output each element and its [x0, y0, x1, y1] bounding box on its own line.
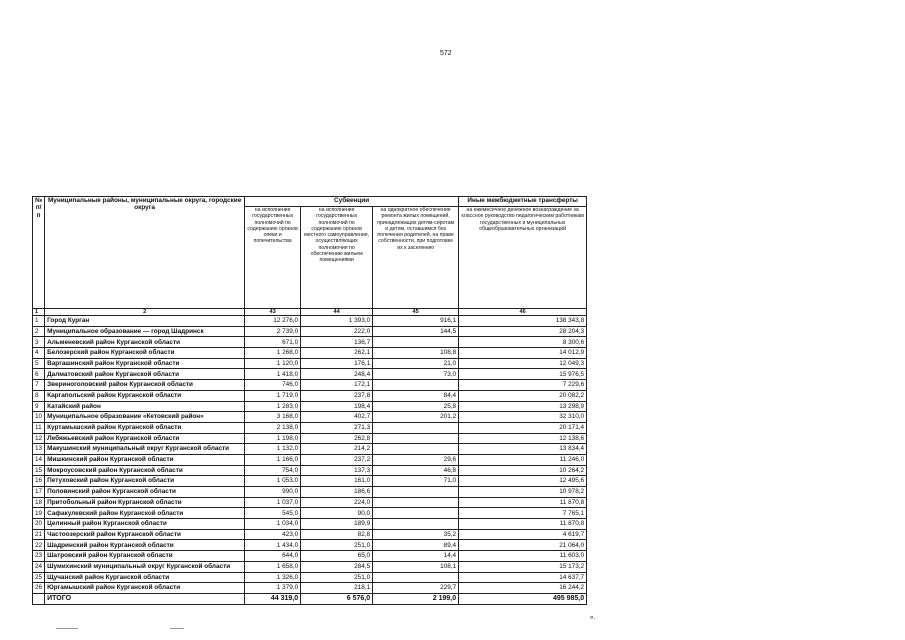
row-col-45: [373, 508, 459, 519]
row-col-45: 144,5: [373, 326, 459, 337]
table-row: [33, 540, 587, 551]
row-name: Петуховский район Курганской области: [45, 476, 245, 487]
col-45-header: на однократное обеспечение ремонта жилых помещений, принадлежащих детям-сиротам и детям, оставшимся без попечения родителей, на праве собственности, при подготовке их к заселению: [373, 207, 459, 309]
row-col-44: 237,2: [301, 454, 373, 465]
row-number: 14: [33, 454, 45, 465]
row-col-44: 176,1: [301, 358, 373, 369]
row-col-43: 1 418,0: [245, 369, 301, 380]
row-col-44: 189,9: [301, 519, 373, 530]
row-number: 7: [33, 380, 45, 391]
row-col-45: 14,4: [373, 551, 459, 562]
row-col-43: 1 719,0: [245, 390, 301, 401]
row-number: 16: [33, 476, 45, 487]
table-row: [33, 476, 587, 487]
other-transfers-header: Иные межбюджетные трансферты: [459, 197, 587, 207]
row-col-46: 7 765,1: [459, 508, 587, 519]
table-row: [33, 369, 587, 380]
row-name: Мокроусовский район Курганской области: [45, 465, 245, 476]
row-col-43: 1 120,0: [245, 358, 301, 369]
row-col-46: 32 310,0: [459, 412, 587, 423]
row-col-44: 222,0: [301, 326, 373, 337]
row-col-46: 15 976,5: [459, 369, 587, 380]
row-col-46: 21 064,0: [459, 540, 587, 551]
row-col-46: 16 244,2: [459, 583, 587, 594]
row-name: Юргамышский район Курганской области: [45, 583, 245, 594]
row-col-45: [373, 433, 459, 444]
row-col-43: 1 268,0: [245, 348, 301, 359]
row-col-45: 84,4: [373, 390, 459, 401]
row-col-44: 402,7: [301, 412, 373, 423]
row-col-43: 3 168,0: [245, 412, 301, 423]
row-col-46: 12 138,6: [459, 433, 587, 444]
row-col-45: 21,0: [373, 358, 459, 369]
row-name: Шадринский район Курганской области: [45, 540, 245, 551]
row-name: Сафакулевский район Курганской области: [45, 508, 245, 519]
table-row: [33, 348, 587, 359]
row-col-44: 284,5: [301, 561, 373, 572]
row-name: Муниципальное образование — город Шадринск: [45, 326, 245, 337]
row-col-45: [373, 380, 459, 391]
row-col-46: 28 204,3: [459, 326, 587, 337]
row-col-43: 990,0: [245, 487, 301, 498]
col-46-header: на ежемесячное денежное вознаграждение за классное руководство педагогическим работникам государственных и муниципальных общеобразовательных организаций: [459, 207, 587, 309]
row-col-45: 108,1: [373, 561, 459, 572]
row-number: 12: [33, 433, 45, 444]
row-col-45: [373, 444, 459, 455]
row-col-46: 15 173,2: [459, 561, 587, 572]
row-col-44: 198,4: [301, 401, 373, 412]
closing-quote: ».: [590, 615, 596, 621]
row-col-43: 1 379,0: [245, 583, 301, 594]
row-name: Частоозерский район Курганской области: [45, 529, 245, 540]
row-col-46: 14 012,9: [459, 348, 587, 359]
row-col-46: 20 171,4: [459, 422, 587, 433]
row-col-46: 7 229,6: [459, 380, 587, 391]
row-col-44: 161,0: [301, 476, 373, 487]
row-name: Варгашинский район Курганской области: [45, 358, 245, 369]
table-row: [33, 337, 587, 348]
row-col-46: 13 298,9: [459, 401, 587, 412]
row-col-45: 89,4: [373, 540, 459, 551]
row-col-44: 186,6: [301, 487, 373, 498]
table-row: [33, 444, 587, 455]
row-col-44: 82,8: [301, 529, 373, 540]
row-number: 13: [33, 444, 45, 455]
row-col-45: [373, 572, 459, 583]
row-name: Каргапольский район Курганской области: [45, 390, 245, 401]
row-col-44: 251,0: [301, 572, 373, 583]
row-col-44: 172,1: [301, 380, 373, 391]
table-row: [33, 519, 587, 530]
row-col-45: [373, 487, 459, 498]
row-number: 15: [33, 465, 45, 476]
row-col-45: [373, 422, 459, 433]
row-col-44: 137,3: [301, 465, 373, 476]
row-col-45: [373, 497, 459, 508]
table-row: [33, 358, 587, 369]
row-col-46: 11 870,8: [459, 519, 587, 530]
row-number: 6: [33, 369, 45, 380]
row-col-46: 10 264,2: [459, 465, 587, 476]
row-col-46: 8 300,6: [459, 337, 587, 348]
table-row: [33, 508, 587, 519]
row-col-46: 20 082,2: [459, 390, 587, 401]
row-col-43: 746,0: [245, 380, 301, 391]
row-col-45: 73,0: [373, 369, 459, 380]
row-col-44: 271,3: [301, 422, 373, 433]
table-row: [33, 412, 587, 423]
row-number: 5: [33, 358, 45, 369]
table-row: [33, 454, 587, 465]
col-name-header: Муниципальные районы, муниципальные округа, городские округа: [45, 197, 245, 309]
row-number: 19: [33, 508, 45, 519]
row-col-44: 214,2: [301, 444, 373, 455]
row-col-44: 1 393,0: [301, 316, 373, 327]
row-name: Половинский район Курганской области: [45, 487, 245, 498]
row-name: Мишкинский район Курганской области: [45, 454, 245, 465]
row-col-45: 201,2: [373, 412, 459, 423]
total-num-cell: [33, 593, 45, 604]
row-col-46: 14 637,7: [459, 572, 587, 583]
row-number: 23: [33, 551, 45, 562]
table-row: [33, 390, 587, 401]
column-number: 44: [301, 309, 373, 316]
row-col-45: 229,7: [373, 583, 459, 594]
row-name: Альменевский район Курганской области: [45, 337, 245, 348]
row-col-43: 1 034,0: [245, 519, 301, 530]
table-row: [33, 380, 587, 391]
table-row: [33, 465, 587, 476]
row-number: 22: [33, 540, 45, 551]
row-name: Макушинский муниципальный округ Курганской области: [45, 444, 245, 455]
row-col-43: 423,0: [245, 529, 301, 540]
row-col-44: 237,8: [301, 390, 373, 401]
row-col-46: 13 834,4: [459, 444, 587, 455]
total-col-45: 2 199,0: [373, 593, 459, 604]
row-name: Шумихинский муниципальный округ Курганской области: [45, 561, 245, 572]
row-col-43: 1 283,0: [245, 401, 301, 412]
row-col-44: 224,0: [301, 497, 373, 508]
row-number: 2: [33, 326, 45, 337]
table-row: [33, 422, 587, 433]
table-row: [33, 572, 587, 583]
row-col-43: 1 434,0: [245, 540, 301, 551]
row-col-45: [373, 337, 459, 348]
row-col-44: 136,7: [301, 337, 373, 348]
row-col-43: 545,0: [245, 508, 301, 519]
row-number: 11: [33, 422, 45, 433]
row-number: 4: [33, 348, 45, 359]
row-col-43: 644,0: [245, 551, 301, 562]
row-name: Далматовский район Курганской области: [45, 369, 245, 380]
row-col-46: 4 619,7: [459, 529, 587, 540]
column-number: 43: [245, 309, 301, 316]
row-col-45: [373, 519, 459, 530]
table-row: [33, 401, 587, 412]
row-name: Куртамышский район Курганской области: [45, 422, 245, 433]
total-col-43: 44 319,0: [245, 593, 301, 604]
column-number: 2: [45, 309, 245, 316]
row-col-46: 138 343,8: [459, 316, 587, 327]
table-row: [33, 326, 587, 337]
row-col-46: 10 978,2: [459, 487, 587, 498]
row-col-45: 25,8: [373, 401, 459, 412]
total-row: [33, 593, 587, 604]
table-row: [33, 551, 587, 562]
row-number: 20: [33, 519, 45, 530]
row-col-44: 262,8: [301, 433, 373, 444]
row-col-43: 1 132,0: [245, 444, 301, 455]
col-44-header: на исполнение государственных полномочий по содержанию органов местного самоуправления, осуществляющих полномочия по обеспечению жильем помещениями: [301, 207, 373, 309]
column-number: 45: [373, 309, 459, 316]
total-col-46: 495 985,0: [459, 593, 587, 604]
row-col-44: 218,1: [301, 583, 373, 594]
row-name: Целинный район Курганской области: [45, 519, 245, 530]
page-number: 572: [440, 50, 452, 57]
row-col-43: 2 138,0: [245, 422, 301, 433]
row-col-46: 11 603,0: [459, 551, 587, 562]
table-row: [33, 433, 587, 444]
row-col-45: 29,6: [373, 454, 459, 465]
row-col-43: 1 326,0: [245, 572, 301, 583]
col-num-header: № п/п: [33, 197, 45, 309]
row-col-43: 2 739,0: [245, 326, 301, 337]
row-col-46: 11 246,0: [459, 454, 587, 465]
row-col-45: 71,0: [373, 476, 459, 487]
row-col-43: 1 166,0: [245, 454, 301, 465]
row-name: Лебяжьевский район Курганской области: [45, 433, 245, 444]
row-name: Муниципальное образование «Кетовский район»: [45, 412, 245, 423]
row-name: Щучанский район Курганской области: [45, 572, 245, 583]
row-name: Притобольный район Курганской области: [45, 497, 245, 508]
row-name: Город Курган: [45, 316, 245, 327]
row-number: 24: [33, 561, 45, 572]
total-label: ИТОГО: [45, 593, 245, 604]
row-name: Звериноголовский район Курганской области: [45, 380, 245, 391]
table-row: [33, 529, 587, 540]
table-row: [33, 561, 587, 572]
row-col-45: 108,8: [373, 348, 459, 359]
row-col-45: 916,1: [373, 316, 459, 327]
row-number: 8: [33, 390, 45, 401]
total-col-44: 6 576,0: [301, 593, 373, 604]
row-number: 3: [33, 337, 45, 348]
row-number: 21: [33, 529, 45, 540]
row-number: 26: [33, 583, 45, 594]
row-col-46: 12 049,3: [459, 358, 587, 369]
row-number: 9: [33, 401, 45, 412]
table-row: [33, 583, 587, 594]
row-number: 10: [33, 412, 45, 423]
row-col-44: 262,1: [301, 348, 373, 359]
scan-mark: [56, 628, 78, 629]
row-col-43: 1 053,0: [245, 476, 301, 487]
row-col-46: 12 495,6: [459, 476, 587, 487]
column-number-row: [33, 309, 587, 316]
row-col-43: 1 037,0: [245, 497, 301, 508]
table-row: [33, 316, 587, 327]
row-col-44: 90,0: [301, 508, 373, 519]
row-name: Катайский район: [45, 401, 245, 412]
row-col-43: 1 198,0: [245, 433, 301, 444]
scan-mark: [170, 628, 184, 629]
row-col-43: 754,0: [245, 465, 301, 476]
row-col-43: 1 658,0: [245, 561, 301, 572]
row-name: Шатровский район Курганской области: [45, 551, 245, 562]
col-43-header: на исполнение государственных полномочий по содержанию органов опеки и попечительства: [245, 207, 301, 309]
row-col-45: 35,2: [373, 529, 459, 540]
row-number: 1: [33, 316, 45, 327]
row-col-43: 12 276,0: [245, 316, 301, 327]
row-col-43: 671,0: [245, 337, 301, 348]
row-col-44: 65,0: [301, 551, 373, 562]
table-row: [33, 497, 587, 508]
row-number: 25: [33, 572, 45, 583]
budget-table: [32, 196, 587, 605]
row-name: Белозерский район Курганской области: [45, 348, 245, 359]
subsidies-group-header: Субвенции: [245, 197, 459, 207]
column-number: 46: [459, 309, 587, 316]
row-col-46: 11 870,8: [459, 497, 587, 508]
row-number: 17: [33, 487, 45, 498]
row-col-45: 46,8: [373, 465, 459, 476]
row-number: 18: [33, 497, 45, 508]
row-col-44: 251,0: [301, 540, 373, 551]
header-row-groups: [33, 197, 587, 207]
column-number: 1: [33, 309, 45, 316]
table-row: [33, 487, 587, 498]
row-col-44: 248,4: [301, 369, 373, 380]
